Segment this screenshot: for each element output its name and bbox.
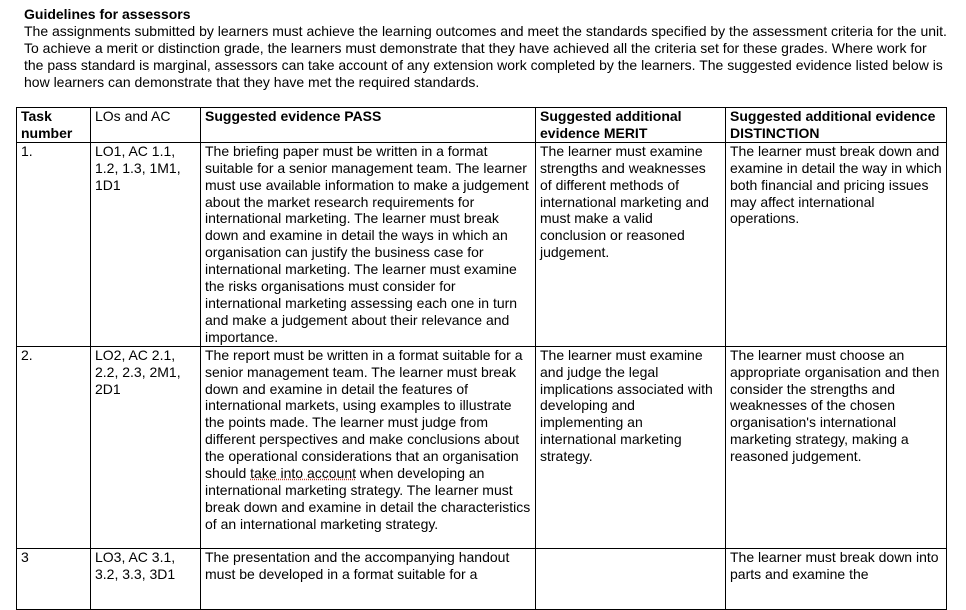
cell-task: 1. [17,142,91,346]
cell-los: LO3, AC 3.1, 3.2, 3.3, 3D1 [91,548,201,609]
table-header-row [17,108,947,143]
header-pass: Suggested evidence PASS [201,108,536,143]
cell-distinction: The learner must break down and examine in detail the way in which both financial and pricing issues may affect international operations. [726,142,947,346]
cell-pass: The briefing paper must be written in a format suitable for a senior management team. The learner must use available information to make a judgement about the market research requirements for international marketing. The learner must break down and examine in detail the ways in which an organisation can justify the business case for international marketing. The learner must examine the risks organisations must consider for international marketing assessing each one in turn and make a judgement about their relevance and importance. [201,142,536,346]
table-row [17,346,947,548]
grammar-marked-phrase: take into account [250,465,357,482]
intro-paragraph: The assignments submitted by learners must achieve the learning outcomes and meet the standards specified by the assessment criteria for the unit. To achieve a merit or distinction grade, the learners must demonstrate that they have achieved all the criteria set for these grades. Where work for the pass standard is marginal, assessors can take account of any extension work completed by the learners. The suggested evidence listed below is how learners can demonstrate that they have met the required standards. [24,23,947,90]
cell-task: 3 [17,548,91,609]
pass-text-after: when developing an international marketing strategy. The learner must break down and examine in detail the characteristics of an international marketing strategy. [205,465,531,532]
cell-distinction: The learner must choose an appropriate organisation and then consider the strengths and weaknesses of the chosen organisation's international marketing strategy, making a reasoned judgement. [726,346,947,548]
header-task-number: Task number [17,108,91,143]
header-merit: Suggested additional evidence MERIT [536,108,726,143]
cell-merit: The learner must examine and judge the legal implications associated with developing and implementing an international marketing strategy. [536,346,726,548]
cell-merit [536,548,726,609]
guidelines-heading: Guidelines for assessors [24,6,191,22]
assessment-table [16,107,947,610]
cell-task: 2. [17,346,91,548]
table-row [17,548,947,609]
cell-pass [201,346,536,548]
cell-distinction: The learner must break down into parts and examine the [726,548,947,609]
cell-los: LO1, AC 1.1, 1.2, 1.3, 1M1, 1D1 [91,142,201,346]
cell-pass: The presentation and the accompanying handout must be developed in a format suitable for a [201,548,536,609]
cell-los: LO2, AC 2.1, 2.2, 2.3, 2M1, 2D1 [91,346,201,548]
cell-merit: The learner must examine strengths and weaknesses of different methods of international marketing and must make a valid conclusion or reasoned judgement. [536,142,726,346]
pass-text-before: The report must be written in a format suitable for a senior management team. The learner must break down and examine in detail the features of international markets, using examples to illustrate the points made. The learner must judge from different perspectives and make conclusions about the operational considerations that an organisation should [205,346,523,482]
header-distinction: Suggested additional evidence DISTINCTION [726,108,947,143]
table-row [17,142,947,346]
header-los-ac: LOs and AC [91,108,201,143]
